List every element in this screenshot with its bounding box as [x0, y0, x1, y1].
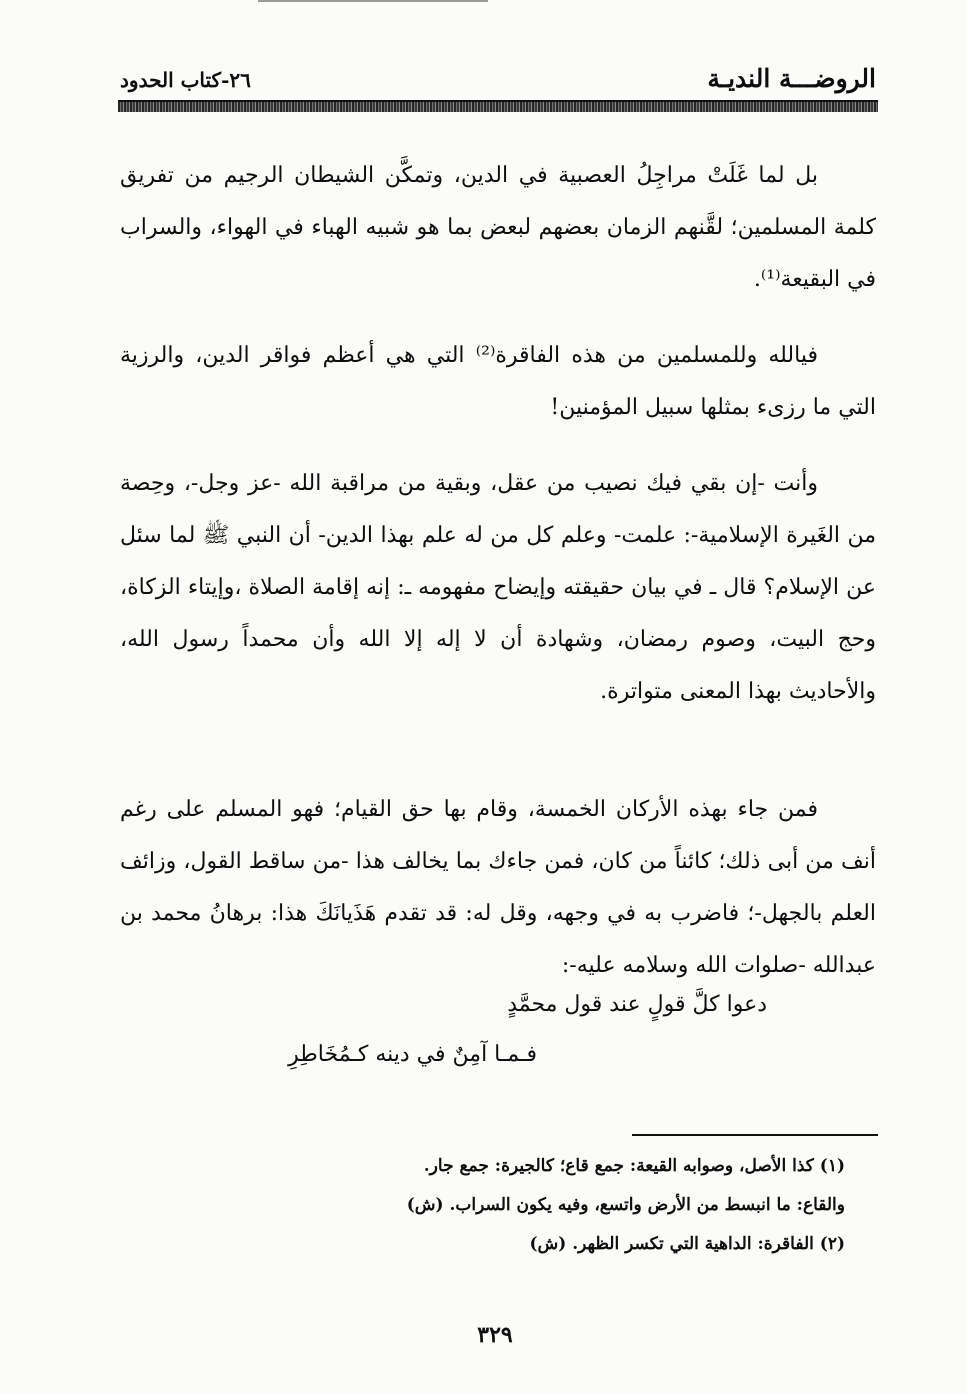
page-number: ٣٢٩	[477, 1322, 513, 1348]
chapter-title: ٢٦-كتاب الحدود	[120, 68, 251, 92]
book-title: الروضـــة النديـة	[707, 64, 876, 93]
paragraph-3-text: وأنت -إن بقي فيك نصيب من عقل، وبقية من مراقبة الله -عز وجل-، وحِصة من الغَيرة الإسلامية-: علمت- وعلم كل من له علم بهذا الدين- أن النبي ﷺ لما سئل عن الإسلام؟ قال ـ في بيان حقيقته وإيضاح مفهومه ـ: إنه إقامة الصلاة ،وإيتاء الزكاة، وحج البيت، وصوم رمضان، وشهادة أن لا إله إلا الله وأن محمداً رسول الله، والأحاديث بهذا المعنى متواترة.	[120, 471, 876, 704]
verse-hemistich-1: دعوا كلَّ قولٍ عند قول محمَّدٍ	[507, 992, 767, 1017]
page-header	[120, 62, 876, 100]
verse-hemistich-2: فـمـا آمِنٌ في دينه كـمُخَاطِرِ	[288, 1042, 537, 1067]
paragraph-2-text: فيالله وللمسلمين من هذه الفاقرة⁽²⁾ التي هي أعظم فواقر الدين، والرزية التي ما رزىء بمثلها سبيل المؤمنين!	[120, 343, 876, 420]
top-edge-rule	[258, 0, 488, 2]
footnote-separator	[632, 1134, 878, 1136]
paragraph-2	[120, 330, 876, 434]
footnote-1-continued: والقاع: ما انبسط من الأرض واتسع، وفيه يكون السراب. (ش)	[406, 1195, 845, 1215]
paragraph-4-text: فمن جاء بهذه الأركان الخمسة، وقام بها حق القيام؛ فهو المسلم على رغم أنف من أبى ذلك؛ كائناً من كان، فمن جاءك بما يخالف هذا -من ساقط القول، وزائف العلم بالجهل-؛ فاضرب به في وجهه، وقل له: قد تقدم هَذَيانَكَ هذا: برهانُ محمد بن عبدالله -صلوات الله وسلامه عليه-:	[120, 797, 876, 978]
paragraph-1-text: بل لما غَلَتْ مراجِلُ العصبية في الدين، وتمكَّن الشيطان الرجيم من تفريق كلمة المسلمين؛ لقَّنهم الزمان بعضهم لبعض بما هو شبيه الهباء في الهواء، والسراب في البقيعة⁽¹⁾.	[120, 163, 876, 292]
footnote-2: (٢) الفاقرة: الداهية التي تكسر الظهر. (ش)	[529, 1234, 845, 1254]
header-rule	[118, 100, 878, 112]
footnote-1: (١) كذا الأصل، وصوابه القيعة: جمع قاع؛ كالجيرة: جمع جار.	[423, 1156, 845, 1176]
paragraph-3	[120, 458, 876, 718]
paragraph-4	[120, 784, 876, 992]
paragraph-1	[120, 150, 876, 306]
